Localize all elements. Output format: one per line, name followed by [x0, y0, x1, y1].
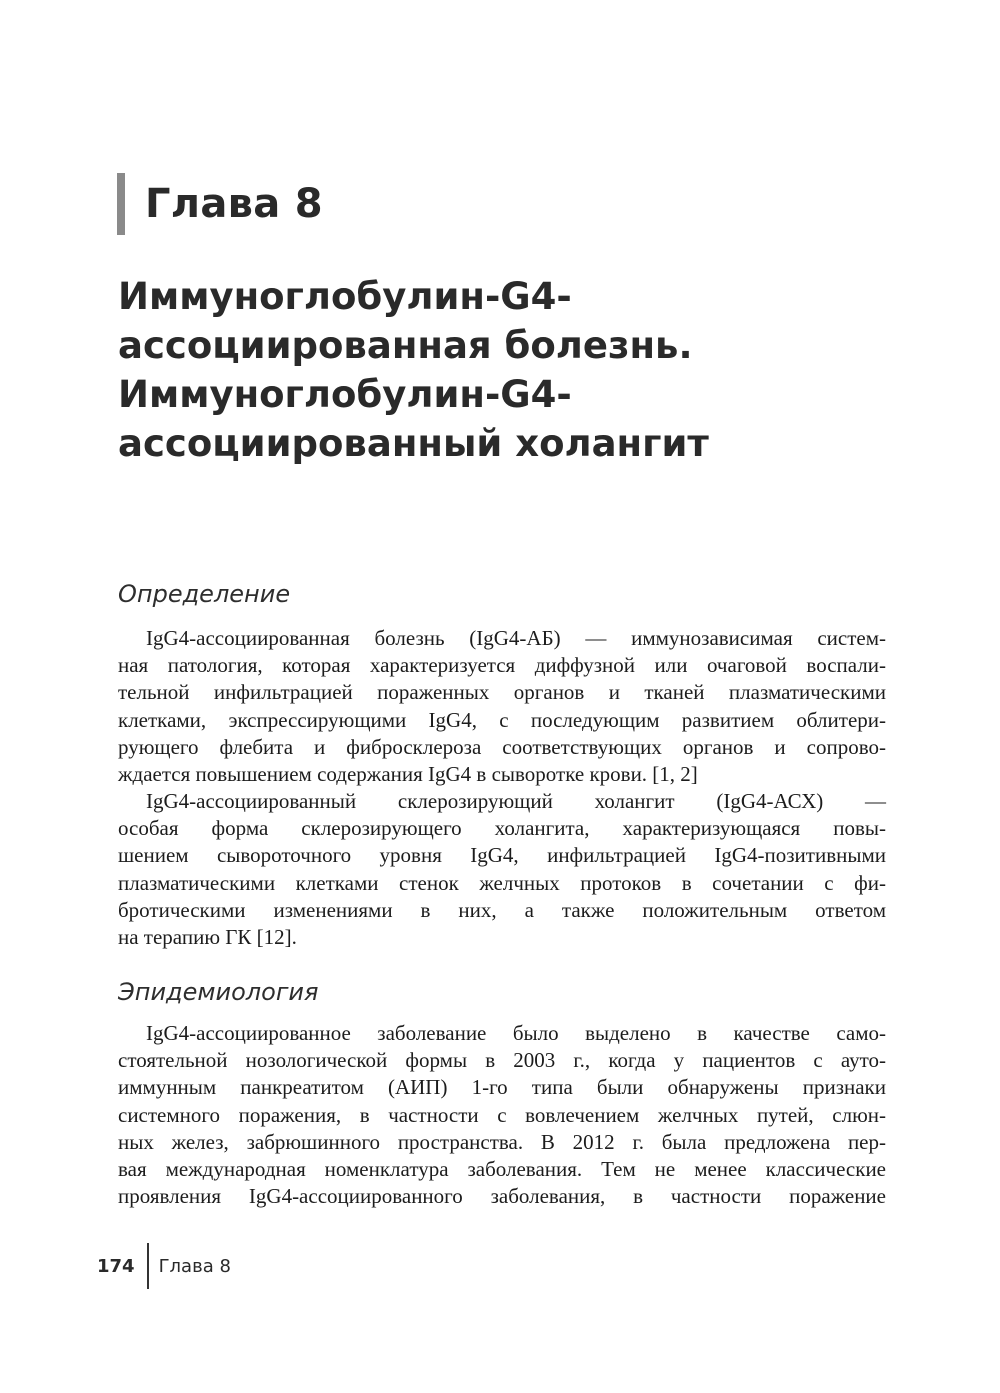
text-line: рующего флебита и фибросклероза соответствующих органов и сопрово- — [118, 734, 886, 759]
chapter-marker-bar — [117, 173, 125, 235]
text-line: тельной инфильтрацией пораженных органов и тканей плазматическими — [118, 680, 886, 705]
text-line: стоятельной нозологической формы в 2003 г., когда у пациентов с ауто- — [118, 1048, 886, 1073]
paragraph-definition-1 — [118, 625, 886, 788]
text-line: шением сывороточного уровня IgG4, инфильтрацией IgG4-позитивными — [118, 843, 886, 868]
text-line: бротическими изменениями в них, а также положительным ответом — [118, 897, 886, 922]
page-number: 174 — [97, 1255, 135, 1277]
chapter-heading — [117, 172, 323, 236]
text-line: иммунным панкреатитом (АИП) 1-го типа были обнаружены признаки — [118, 1075, 886, 1100]
title-line: ассоциированный холангит — [118, 422, 709, 465]
text-line: вая международная номенклатура заболевания. Тем не менее классические — [118, 1157, 886, 1182]
text-line: IgG4-ассоциированный склерозирующий холангит (IgG4-АСХ) — — [146, 789, 886, 813]
page-footer — [97, 1242, 231, 1290]
footer-divider — [147, 1243, 149, 1289]
text-line: клетками, экспрессирующими IgG4, с последующим развитием облитери- — [118, 707, 886, 732]
text-line: проявления IgG4-ассоциированного заболевания, в частности поражение — [118, 1184, 886, 1209]
paragraph-definition-2 — [118, 788, 886, 951]
text-line: системного поражения, в частности с вовлечением желчных путей, слюн- — [118, 1102, 886, 1127]
title-line: Иммуноглобулин-G4- — [118, 373, 572, 416]
section-heading-definition: Определение — [118, 580, 291, 608]
page-title — [118, 272, 918, 468]
paragraph-epidemiology-1 — [118, 1020, 886, 1210]
running-chapter-label: Глава 8 — [158, 1255, 231, 1277]
chapter-label: Глава 8 — [145, 181, 323, 227]
text-line: особая форма склерозирующего холангита, характеризующаяся повы- — [118, 816, 886, 841]
text-line: плазматическими клетками стенок желчных протоков в сочетании с фи- — [118, 870, 886, 895]
text-line: ных желез, забрюшинного пространства. В 2012 г. была предложена пер- — [118, 1129, 886, 1154]
text-line: ждается повышением содержания IgG4 в сыворотке крови. [1, 2] — [118, 762, 698, 787]
text-line: ная патология, которая характеризуется диффузной или очаговой воспали- — [118, 653, 886, 678]
text-line: IgG4-ассоциированное заболевание было выделено в качестве само- — [146, 1021, 886, 1045]
section-heading-epidemiology: Эпидемиология — [118, 978, 319, 1006]
title-line: Иммуноглобулин-G4- — [118, 275, 572, 318]
text-line: IgG4-ассоциированная болезнь (IgG4-АБ) — иммунозависимая систем- — [146, 626, 886, 650]
title-line: ассоциированная болезнь. — [118, 324, 693, 367]
text-line: на терапию ГК [12]. — [118, 925, 297, 950]
